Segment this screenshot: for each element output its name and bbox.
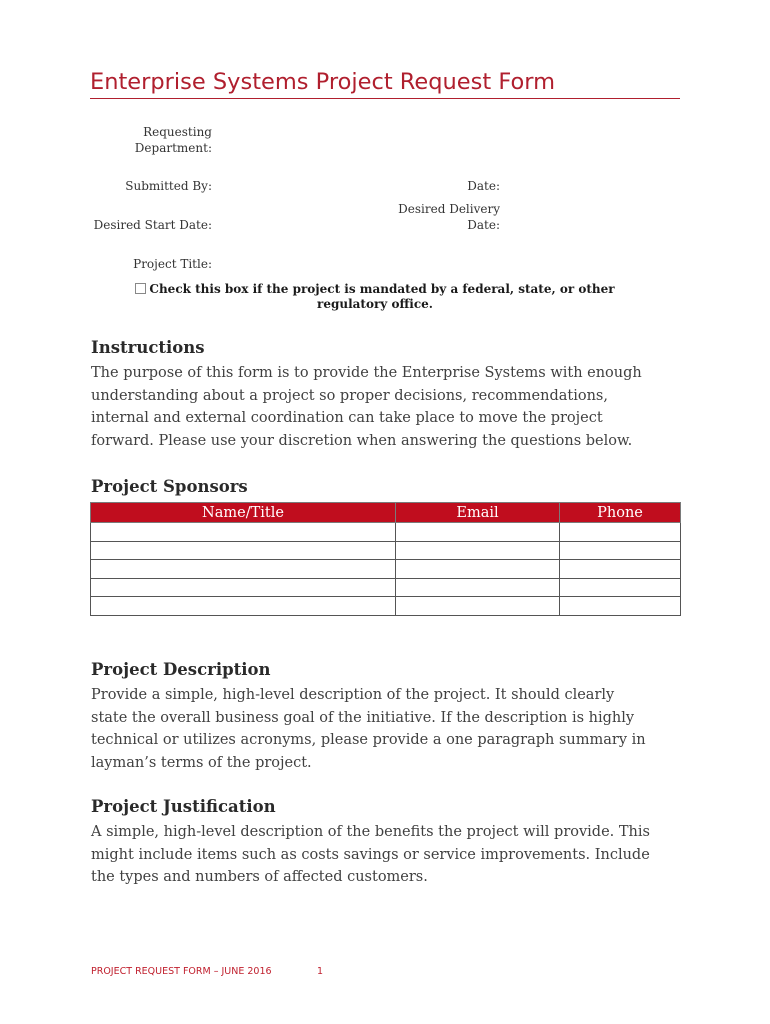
name-cell[interactable] [91, 541, 396, 560]
requesting-department-label: Requesting Department: [134, 125, 212, 155]
instructions-text: The purpose of this form is to provide the Enterprise Systems with enough understanding about a project so proper decisions, recommendations, internal and external coordination can take place to move the project forward. Please use your discretion when answering the questions below. [91, 365, 642, 449]
email-cell[interactable] [396, 541, 560, 560]
submitted-by-label: Submitted By: [125, 179, 212, 193]
email-cell[interactable] [396, 597, 560, 616]
column-header-name-title: Name/Title [91, 503, 396, 523]
phone-cell[interactable] [560, 578, 681, 597]
name-cell[interactable] [91, 578, 396, 597]
mandated-checkbox-row [110, 282, 640, 312]
table-row [91, 523, 681, 542]
justification-heading: Project Justification [91, 797, 276, 816]
sponsors-table [90, 502, 681, 616]
phone-cell[interactable] [560, 560, 681, 579]
name-cell[interactable] [91, 597, 396, 616]
email-cell[interactable] [396, 523, 560, 542]
mandated-checkbox-label: Check this box if the project is mandated by a federal, state, or other [149, 282, 615, 296]
page-title: Enterprise Systems Project Request Form [90, 68, 680, 99]
sponsors-heading: Project Sponsors [91, 477, 248, 496]
instructions-heading: Instructions [91, 338, 205, 357]
mandated-checkbox-label-cont: regulatory office. [317, 297, 433, 311]
table-row [91, 541, 681, 560]
project-title-label: Project Title: [133, 257, 212, 271]
desired-start-date-label: Desired Start Date: [93, 218, 212, 232]
name-cell[interactable] [91, 523, 396, 542]
phone-cell[interactable] [560, 523, 681, 542]
date-label: Date: [467, 179, 500, 193]
description-text: Provide a simple, high-level description of the project. It should clearly state the overall business goal of the initiative. If the description is highly technical or utilizes acronyms, please provide a one paragraph summary in layman’s terms of the project. [91, 687, 646, 771]
name-cell[interactable] [91, 560, 396, 579]
description-heading: Project Description [91, 660, 271, 679]
table-row [91, 597, 681, 616]
table-row [91, 578, 681, 597]
table-row [91, 560, 681, 579]
table-header-row [91, 503, 681, 523]
footer-page-number: 1 [317, 966, 324, 977]
phone-cell[interactable] [560, 541, 681, 560]
justification-text: A simple, high-level description of the benefits the project will provide. This might include items such as costs savings or service improvements. Include the types and numbers of affected customers. [91, 824, 650, 885]
desired-delivery-date-label: Desired Delivery Date: [398, 202, 500, 232]
email-cell[interactable] [396, 578, 560, 597]
column-header-phone: Phone [560, 503, 681, 523]
footer-form-name: PROJECT REQUEST FORM – JUNE 2016 [91, 966, 272, 977]
email-cell[interactable] [396, 560, 560, 579]
column-header-email: Email [396, 503, 560, 523]
phone-cell[interactable] [560, 597, 681, 616]
mandated-checkbox[interactable] [135, 283, 146, 294]
